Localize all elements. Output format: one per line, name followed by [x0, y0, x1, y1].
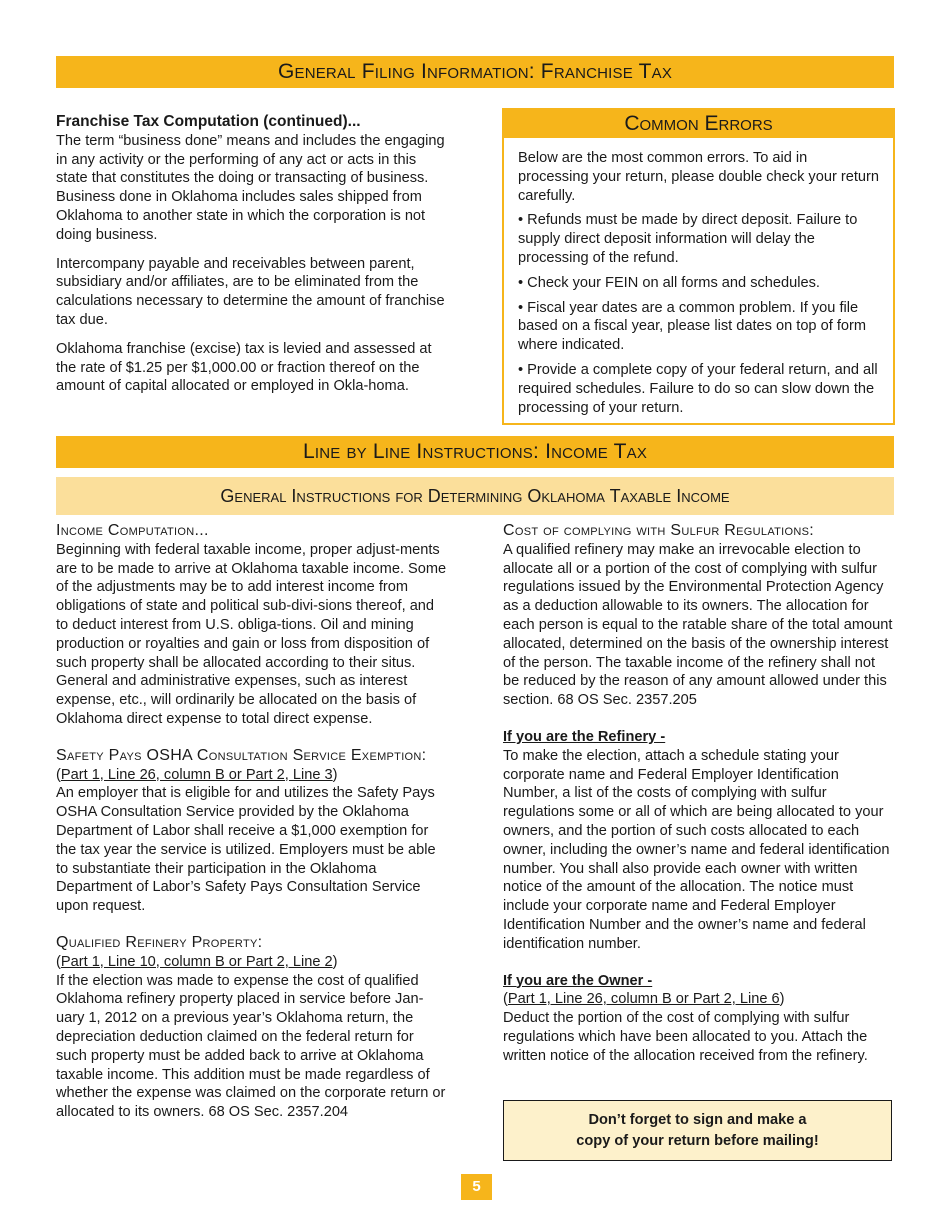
common-error-item: • Fiscal year dates are a common problem. If you file based on a fiscal year, please list dates on top of form where indicated.	[518, 299, 867, 354]
sign-reminder-box	[503, 1100, 892, 1161]
reminder-line-1: Don’t forget to sign and make a	[588, 1112, 807, 1128]
owner-label: If you are the Owner -	[503, 972, 653, 989]
income-computation-text: Beginning with federal taxable income, proper adjust-ments are to be made to arrive at Oklahoma taxable income. Some of the adjustments may be to add interest income from obligations of state and political sub-divi-sions thereof, and to deduct interest from U.S. obliga-tions. Oil and mining production or royalties and gain or loss from disposition of such property shall be allocated according to their situs. General and administrative expenses, such as interest expense, etc., will ordinarily be allocated on the basis of Oklahoma direct expense to total direct expense.	[56, 541, 447, 727]
refinery-property-heading: Qualified Refinery Property:	[56, 933, 263, 951]
refinery-label: If you are the Refinery -	[503, 728, 666, 745]
sulfur-regulations-text: A qualified refinery may make an irrevocable election to allocate all or a portion of the cost of complying with sulfur regulations issued by the Environmental Protection Agency as a deduction allowable to its owners. The allocation for each person is equal to the ratable share of the total amount allocated, determined on the basis of the ownership interest of the person. The taxable income of the refinery shall not be reduced by the reason of any amount allowed under this section. 68 OS Sec. 2357.205	[503, 541, 893, 709]
income-computation-heading: Income Computation...	[56, 522, 209, 539]
safety-pays-reference: (Part 1, Line 26, column B or Part 2, Line 3)	[56, 766, 338, 783]
common-error-item: • Refunds must be made by direct deposit. Failure to supply direct deposit information will delay the processing of the refund.	[518, 212, 858, 266]
owner-reference-text: Part 1, Line 26, column B or Part 2, Line 6	[507, 991, 780, 1008]
safety-pays-text: An employer that is eligible for and utilizes the Safety Pays OSHA Consultation Service provided by the Oklahoma Department of Labor shall receive a $1,000 exemption for the tax year the service is utilized. Employers must be able to substantiate their participation in the Oklahoma Department of Labor’s Safety Pays Consultation Service upon request.	[56, 785, 436, 915]
safety-pays-reference-text: Part 1, Line 26, column B or Part 2, Line 3	[60, 766, 333, 783]
refinery-property-text: If the election was made to expense the cost of qualified Oklahoma refinery property placed in service before Jan-uary 1, 2012 on a previous year’s Oklahoma return, the depreciation deduction claimed on the federal return for such property must be added back to arrive at Oklahoma taxable income. This addition must be made regardless of whether the expense was claimed on the corporate return or allocated to its owners. 68 OS Sec. 2357.204	[56, 972, 446, 1121]
refinery-property-reference: (Part 1, Line 10, column B or Part 2, Line 2)	[56, 953, 338, 970]
franchise-paragraph-2: Intercompany payable and receivables between parent, subsidiary and/or affiliates, are to be eliminated from the calculations necessary to determine the amount of franchise tax due.	[56, 255, 445, 328]
franchise-computation-section	[56, 113, 446, 406]
common-errors-box	[502, 108, 895, 425]
sulfur-regulations-heading: Cost of complying with Sulfur Regulations:	[503, 522, 814, 539]
franchise-paragraph-3: Oklahoma franchise (excise) tax is levied and assessed at the rate of $1.25 per $1,000.00 or fraction thereof on the amount of capital allocated or employed in Okla-homa.	[56, 340, 432, 395]
left-instructions-column	[56, 522, 448, 1122]
refinery-text: To make the election, attach a schedule stating your corporate name and Federal Employer Identification Number, a list of the costs of complying with sulfur regulations some or all of which are being allocated to your owners, and the portion of such costs allocated to each owner, including the owner’s name and federal identification number. You shall also provide each owner with written notice of the amount of the allocation. The notice must include your corporate name and Federal Employer Identification Number and the owner’s name and federal identification number.	[503, 747, 890, 952]
common-errors-title: Common Errors	[504, 110, 893, 138]
franchise-heading: Franchise Tax Computation (continued)...	[56, 113, 361, 130]
page-number: 5	[461, 1174, 492, 1200]
franchise-tax-banner: General Filing Information: Franchise Tax	[56, 56, 894, 88]
income-tax-banner: Line by Line Instructions: Income Tax	[56, 436, 894, 468]
general-instructions-banner: General Instructions for Determining Oklahoma Taxable Income	[56, 477, 894, 515]
common-error-item: • Provide a complete copy of your federal return, and all required schedules. Failure to do so can slow down the processing of your return.	[518, 361, 878, 416]
common-errors-intro: Below are the most common errors. To aid in processing your return, please double check your return carefully.	[518, 150, 879, 204]
common-error-item: • Check your FEIN on all forms and schedules.	[518, 274, 820, 291]
owner-text: Deduct the portion of the cost of complying with sulfur regulations which have been allocated to you. Attach the written notice of the allocation received from the refinery.	[503, 1010, 868, 1064]
safety-pays-heading: Safety Pays OSHA Consultation Service Exemption:	[56, 746, 427, 764]
reminder-line-2: copy of your return before mailing!	[576, 1133, 819, 1149]
right-instructions-column	[503, 522, 895, 1066]
franchise-paragraph-1: The term “business done” means and includes the engaging in any activity or the performing of any act or acts in this state that constitutes the doing or transacting of business. Business done in Oklahoma includes sales shipped from Oklahoma to another state in which the corporation is not doing business.	[56, 132, 445, 243]
refinery-property-reference-text: Part 1, Line 10, column B or Part 2, Line 2	[60, 953, 333, 970]
owner-reference: (Part 1, Line 26, column B or Part 2, Line 6)	[503, 991, 785, 1008]
